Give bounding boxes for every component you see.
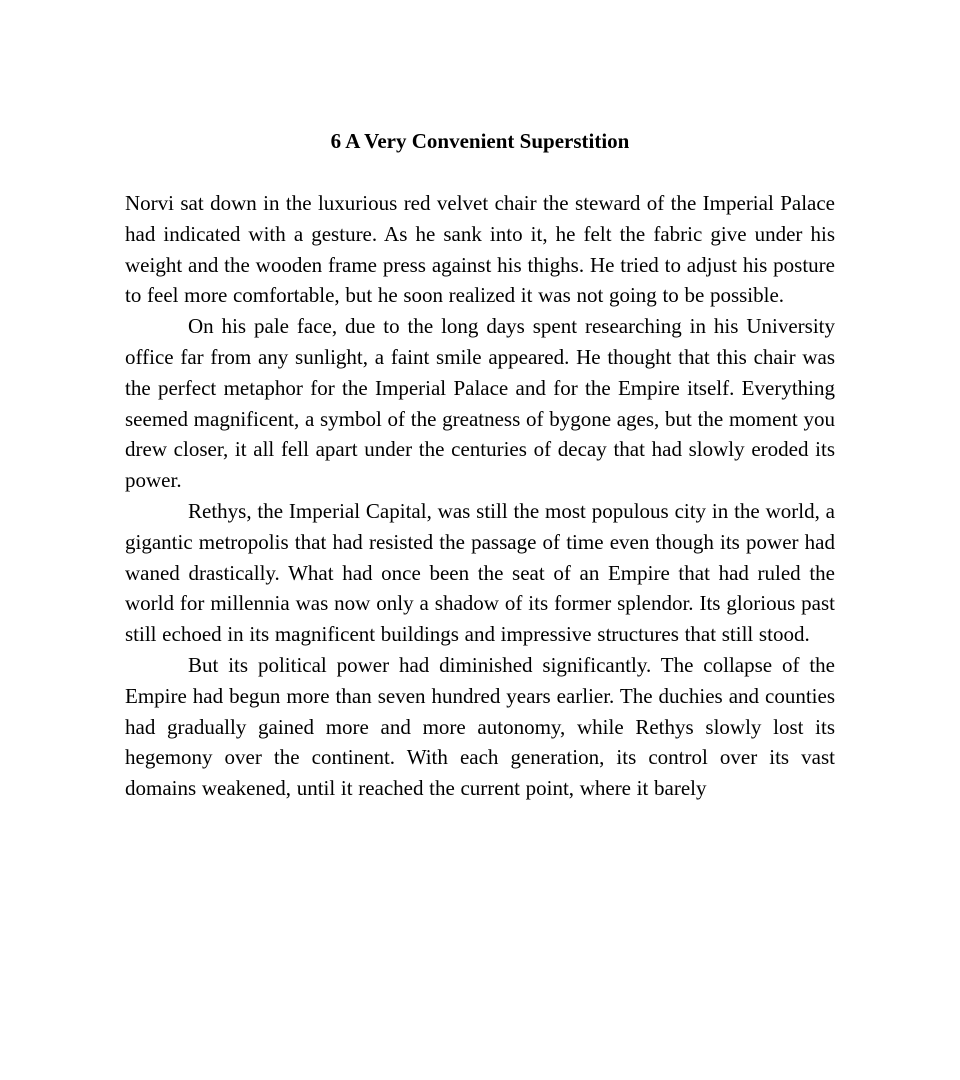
chapter-title: 6 A Very Convenient Superstition bbox=[330, 129, 630, 153]
chapter-body bbox=[125, 188, 835, 804]
paragraph-2: On his pale face, due to the long days spent researching in his University office far from any sunlight, a faint smile appeared. He thought that this chair was the perfect metaphor for the Imperial Palace and for the Empire itself. Everything seemed magnificent, a symbol of the greatness of bygone ages, but the moment you drew closer, it all fell apart under the centuries of decay that had slowly eroded its power. bbox=[125, 314, 835, 493]
paragraph-3: Rethys, the Imperial Capital, was still the most populous city in the world, a gigantic metropolis that had resisted the passage of time even though its power had waned drastically. What had once been the seat of an Empire that had ruled the world for millennia was now only a shadow of its former splendor. Its glorious past still echoed in its magnificent buildings and impressive structures that still stood. bbox=[125, 498, 835, 647]
paragraph-4: But its political power had diminished significantly. The collapse of the Empire had begun more than seven hundred years earlier. The duchies and counties had gradually gained more and more autonomy, while Rethys slowly lost its hegemony over the continent. With each generation, its control over its vast domains weakened, until it reached the current point, where it barely bbox=[125, 652, 835, 801]
paragraph-1: Norvi sat down in the luxurious red velvet chair the steward of the Imperial Palace had indicated with a gesture. As he sank into it, he felt the fabric give under his weight and the wooden frame press against his thighs. He tried to adjust his posture to feel more comfortable, but he soon realized it was not going to be possible. bbox=[125, 191, 835, 308]
